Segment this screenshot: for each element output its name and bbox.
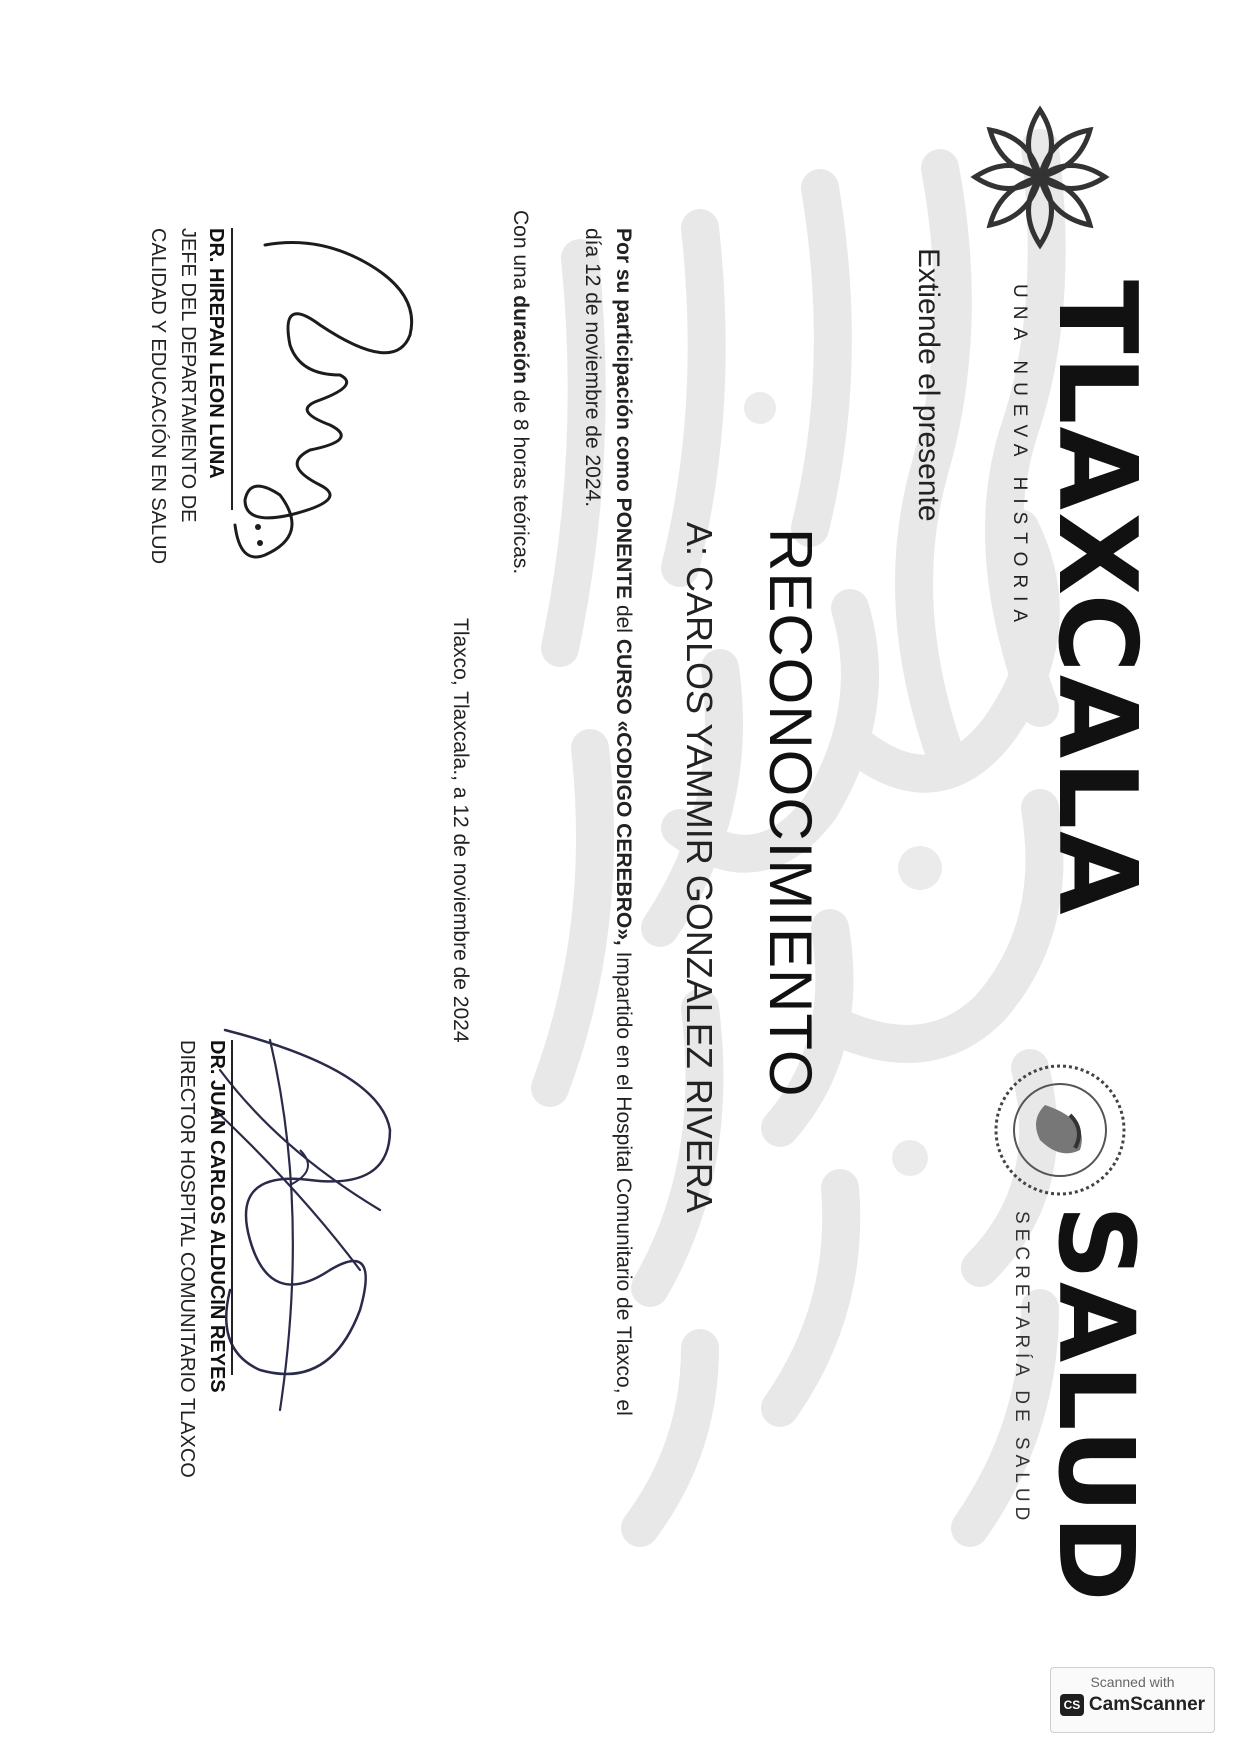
- body-course-name: «CODIGO CEREBRO»,: [612, 720, 635, 946]
- signature-1-handwritten: [230, 225, 440, 605]
- signatory-2-name: DR. JUAN CARLOS ALDUCIN REYES: [206, 1040, 228, 1393]
- camscanner-logo-icon: CS: [1060, 1694, 1084, 1716]
- certificate-title: RECONOCIMIENTO: [757, 528, 824, 1098]
- signature-2-handwritten: [210, 1010, 420, 1430]
- intro-text: Extiende el presente: [912, 248, 945, 522]
- body-middle: del: [612, 604, 635, 633]
- signatory-1-name: DR. HIREPAN LEON LUNA: [205, 228, 227, 479]
- tlaxcala-brand: [1008, 280, 1159, 917]
- tlaxcala-title: TLAXCALA: [1034, 280, 1159, 917]
- duration-rest: de 8 horas teóricas.: [509, 389, 532, 575]
- signatory-1-role-line2: CALIDAD Y EDUCACIÓN EN SALUD: [147, 228, 169, 565]
- signatory-2-role: DIRECTOR HOSPITAL COMUNITARIO TLAXCO: [176, 1040, 198, 1478]
- body-prefix: Por su participación como: [612, 228, 635, 492]
- body-rest: Impartido en el Hospital Comunitario de Tlaxco, el: [612, 951, 635, 1416]
- salud-subtitle: SECRETARÍA DE SALUD: [1011, 1211, 1032, 1526]
- camscanner-brand-name: CamScanner: [1088, 1694, 1206, 1715]
- body-text-line1: [611, 228, 635, 1528]
- body-course-word: CURSO: [612, 638, 635, 715]
- tlaxcala-subtitle: UNA NUEVA HISTORIA: [1009, 284, 1030, 631]
- signature-1-line: [231, 228, 233, 510]
- recipient-name: A: CARLOS YAMMIR GONZALEZ RIVERA: [679, 522, 720, 1213]
- scanned-with-label: Scanned with: [1090, 1674, 1175, 1690]
- duration-text: [508, 210, 532, 574]
- place-date: Tlaxco, Tlaxcala., a 12 de noviembre de 2024: [449, 618, 472, 1043]
- tlaxcala-flower-logo-icon: [955, 95, 1125, 260]
- salud-brand: [1010, 1205, 1157, 1604]
- duration-word: duración: [509, 295, 532, 384]
- body-text-line2: día 12 de noviembre de 2024.: [581, 228, 604, 508]
- body-role: PONENTE: [612, 497, 635, 600]
- signatory-1-role-line1: JEFE DEL DEPARTAMENTO DE: [177, 228, 199, 523]
- duration-prefix: Con una: [509, 210, 532, 290]
- mexico-national-seal-icon: [990, 1060, 1130, 1200]
- camscanner-brand-row: [1051, 1694, 1214, 1716]
- salud-title: SALUD: [1035, 1205, 1157, 1604]
- camscanner-badge: [1050, 1667, 1215, 1733]
- signature-2-line: [231, 1040, 233, 1375]
